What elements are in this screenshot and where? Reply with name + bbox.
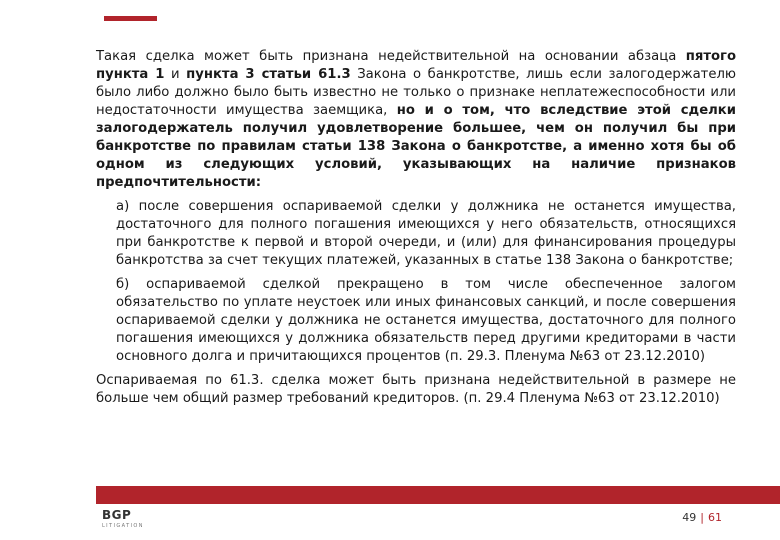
company-logo: BGP <box>102 508 132 522</box>
list-item-a: а) после совершения оспариваемой сделки у должника не останется имущества, достаточного для полного погашения имеющихся у него обязательств, относящихся при банкротстве к первой и второй очереди, и (или) для финансирования процедуры банкротства за счет текущих платежей, указанных в статье 138 Закона о банкротстве; <box>116 199 736 268</box>
text-segment: и <box>164 67 187 82</box>
page-total: 61 <box>708 511 722 524</box>
list-item-b: б) оспариваемой сделкой прекращено в том числе обеспеченное залогом обязательство по уплате неустоек или иных финансовых санкций, и после совершения оспариваемой сделки у должника не останется имущества, достаточного для полного погашения имеющихся у должника обязательств перед другими кредиторами в части основного долга и причитающихся процентов (п. 29.3. Пленума №63 от 23.12.2010) <box>116 277 736 364</box>
bold-segment: пятого пункта 1 <box>96 49 736 82</box>
page-current: 49 <box>682 511 697 524</box>
page-separator: | <box>700 511 704 524</box>
closing-paragraph: Оспариваемая по 61.3. сделка может быть признана недействительной в размере не больше чем общий размер требований кредиторов. (п. 29.4 Пленума №63 от 23.12.2010) <box>96 373 736 406</box>
text-segment: Закона о банкротстве, лишь если залогодержателю было либо должно было быть известно не только о признаке неплатежеспособности или недостаточности имущества заемщика, <box>96 67 736 118</box>
page-indicator <box>682 511 722 524</box>
bold-segment: пункта 3 статьи 61.3 <box>186 67 351 82</box>
text-segment: Такая сделка может быть признана недействительной на основании абзаца <box>96 49 686 64</box>
footer-accent-bar <box>96 486 780 504</box>
company-logo-subtitle: LITIGATION <box>102 523 144 529</box>
top-accent-bar <box>104 16 157 21</box>
slide-content <box>96 48 736 408</box>
bold-segment: но и о том, что вследствие этой сделки залогодержатель получил удовлетворение большее, чем он получил бы при банкротстве по правилам статьи 138 Закона о банкротстве, а именно хотя бы об одном из следующих условий, указывающих на наличие признаков предпочтительности: <box>96 103 736 190</box>
main-paragraph <box>96 48 736 192</box>
